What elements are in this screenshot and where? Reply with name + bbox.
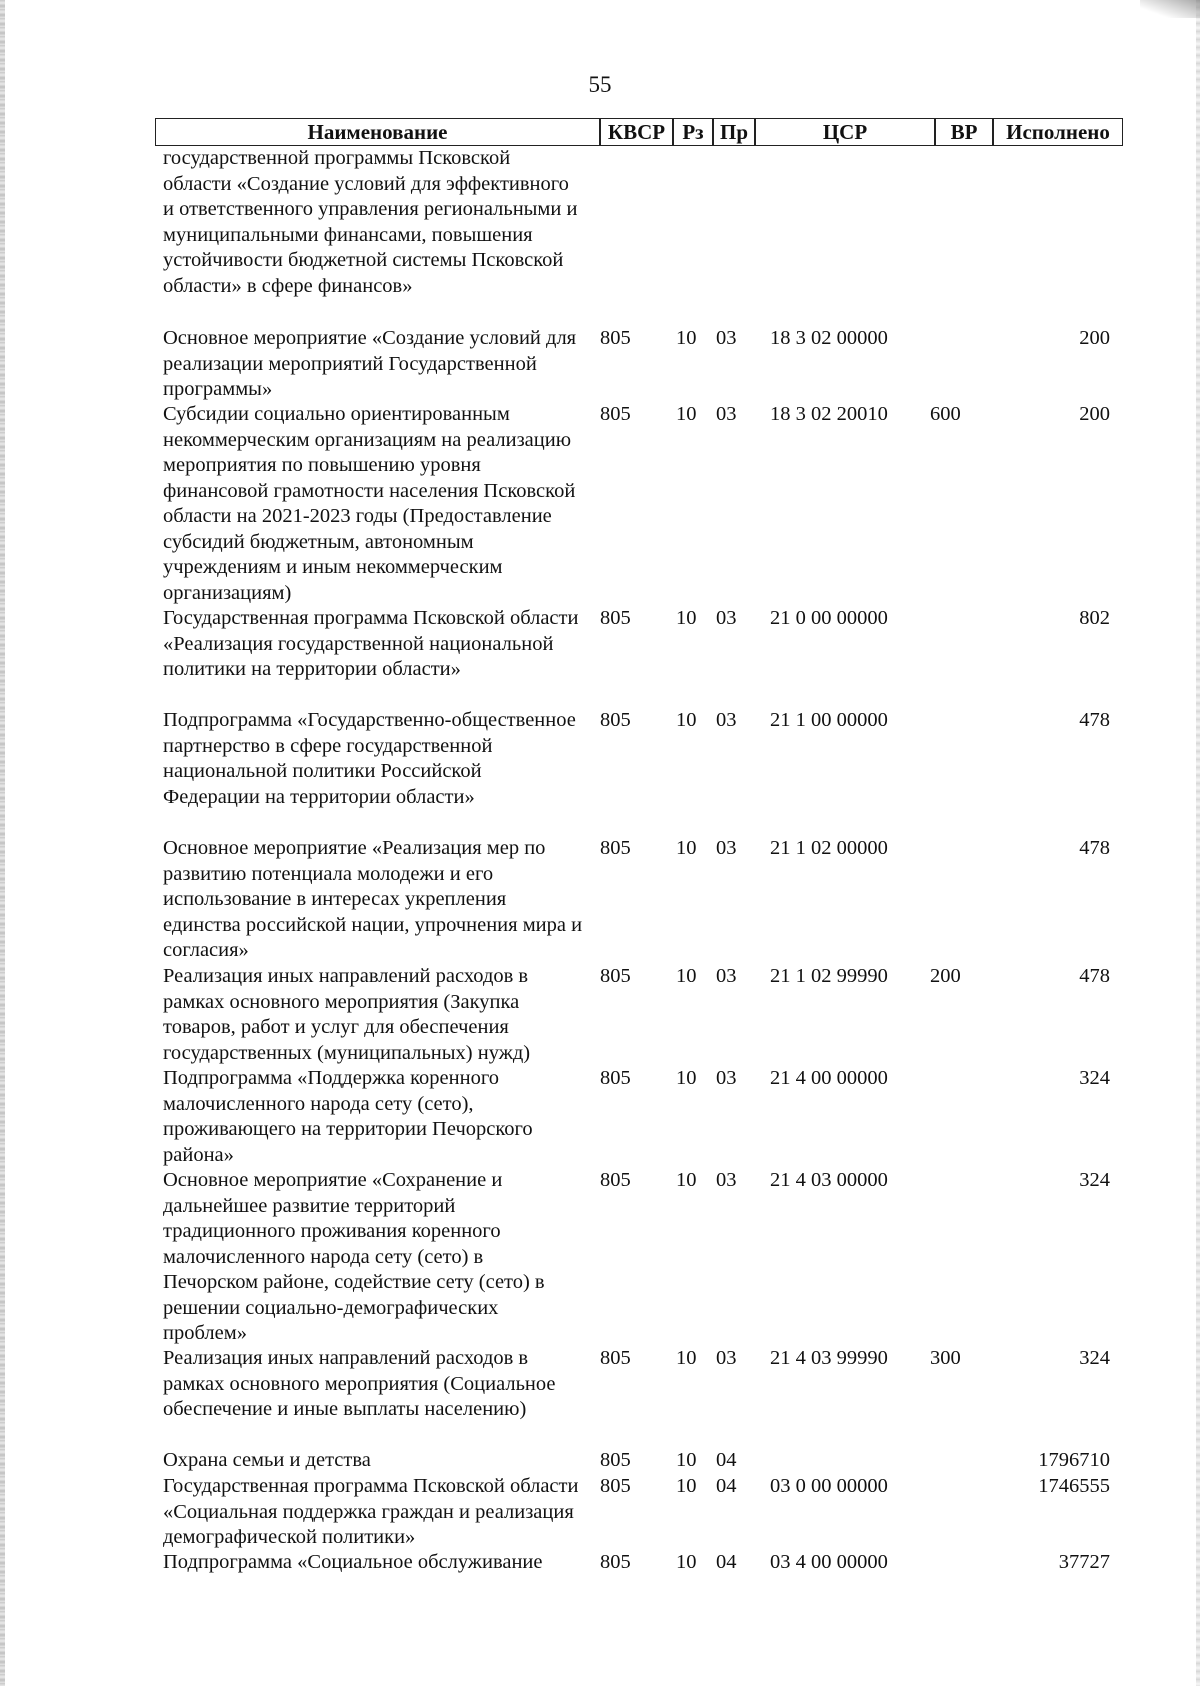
row-done: 478 (1079, 709, 1110, 731)
row-csr: 21 0 00 00000 (770, 607, 888, 629)
row-done: 478 (1079, 837, 1110, 859)
row-vr: 200 (930, 965, 961, 987)
row-pr: 04 (716, 1449, 737, 1471)
row-done: 802 (1079, 607, 1110, 629)
row-rz: 10 (676, 1551, 697, 1573)
row-name: Подпрограмма «Поддержка коренного малочисленного народа сету (сето), проживающего на территории Печорского района» (163, 1067, 533, 1166)
row-rz: 10 (676, 403, 697, 425)
scan-corner-shadow (1140, 0, 1200, 18)
row-pr: 03 (716, 1067, 737, 1089)
header-csr: ЦСР (755, 118, 935, 146)
row-name: государственной программы Псковской области «Создание условий для эффективного и ответственного управления региональными и муниципальными финансами, повышения устойчивости бюджетной системы Псковской области» в сфере финансов» (163, 147, 578, 297)
row-kvsr: 805 (600, 837, 631, 859)
row-done: 1796710 (1038, 1449, 1110, 1471)
row-csr: 21 1 02 00000 (770, 837, 888, 859)
row-name: Реализация иных направлений расходов в рамках основного мероприятия (Закупка товаров, работ и услуг для обеспечения государственных (муниципальных) нужд) (163, 965, 531, 1064)
row-rz: 10 (676, 607, 697, 629)
row-csr: 03 4 00 00000 (770, 1551, 888, 1573)
row-csr: 21 4 00 00000 (770, 1067, 888, 1089)
row-rz: 10 (676, 1169, 697, 1191)
row-rz: 10 (676, 965, 697, 987)
row-kvsr: 805 (600, 1475, 631, 1497)
row-rz: 10 (676, 1449, 697, 1471)
row-pr: 03 (716, 403, 737, 425)
row-name: Охрана семьи и детства (163, 1449, 371, 1471)
row-csr: 21 4 03 00000 (770, 1169, 888, 1191)
header-name: Наименование (155, 118, 600, 146)
row-pr: 03 (716, 327, 737, 349)
header-done: Исполнено (993, 118, 1123, 146)
row-kvsr: 805 (600, 965, 631, 987)
row-name: Государственная программа Псковской области «Социальная поддержка граждан и реализация демографической политики» (163, 1475, 579, 1548)
row-csr: 21 1 00 00000 (770, 709, 888, 731)
row-pr: 03 (716, 965, 737, 987)
row-kvsr: 805 (600, 1449, 631, 1471)
row-name: Подпрограмма «Государственно-общественное партнерство в сфере государственной национальной политики Российской Федерации на территории области» (163, 709, 576, 808)
row-vr: 300 (930, 1347, 961, 1369)
row-name: Государственная программа Псковской области «Реализация государственной национальной политики на территории области» (163, 607, 579, 680)
row-name: Основное мероприятие «Создание условий для реализации мероприятий Государственной программы» (163, 327, 577, 400)
page-number: 55 (588, 72, 612, 97)
row-kvsr: 805 (600, 1347, 631, 1369)
row-pr: 04 (716, 1475, 737, 1497)
row-rz: 10 (676, 327, 697, 349)
header-vr: ВР (935, 118, 993, 146)
row-rz: 10 (676, 1475, 697, 1497)
row-done: 200 (1079, 327, 1110, 349)
row-vr: 600 (930, 403, 961, 425)
row-pr: 03 (716, 1347, 737, 1369)
row-pr: 03 (716, 709, 737, 731)
row-name: Реализация иных направлений расходов в рамках основного мероприятия (Социальное обеспечение и иные выплаты населению) (163, 1347, 556, 1420)
table-header (155, 118, 1125, 148)
row-kvsr: 805 (600, 1551, 631, 1573)
row-csr: 21 1 02 99990 (770, 965, 888, 987)
row-name: Подпрограмма «Социальное обслуживание (163, 1551, 543, 1573)
header-pr: Пр (713, 118, 755, 146)
row-name: Субсидии социально ориентированным некоммерческим организациям на реализацию мероприятия по повышению уровня финансовой грамотности населения Псковской области на 2021-2023 годы (Предоставление субсидий бюджетным, автономным учреждениям и иным некоммерческим организациям) (163, 403, 576, 604)
row-rz: 10 (676, 1067, 697, 1089)
row-rz: 10 (676, 837, 697, 859)
row-csr: 18 3 02 20010 (770, 403, 888, 425)
header-kvsr: КВСР (600, 118, 673, 146)
row-done: 478 (1079, 965, 1110, 987)
row-done: 37727 (1058, 1551, 1110, 1573)
row-pr: 03 (716, 837, 737, 859)
scan-edge-right (1196, 0, 1200, 1686)
row-csr: 18 3 02 00000 (770, 327, 888, 349)
row-rz: 10 (676, 1347, 697, 1369)
row-done: 324 (1079, 1067, 1110, 1089)
row-kvsr: 805 (600, 1067, 631, 1089)
row-pr: 03 (716, 1169, 737, 1191)
row-kvsr: 805 (600, 327, 631, 349)
row-kvsr: 805 (600, 403, 631, 425)
row-csr: 21 4 03 99990 (770, 1347, 888, 1369)
row-kvsr: 805 (600, 709, 631, 731)
row-kvsr: 805 (600, 607, 631, 629)
row-name: Основное мероприятие «Сохранение и дальнейшее развитие территорий традиционного проживания коренного малочисленного народа сету (сето) в Печорском районе, содействие сету (сето) в решении социально-демографических проблем» (163, 1169, 545, 1344)
header-rz: Рз (673, 118, 713, 146)
row-kvsr: 805 (600, 1169, 631, 1191)
row-pr: 04 (716, 1551, 737, 1573)
row-done: 324 (1079, 1169, 1110, 1191)
row-name: Основное мероприятие «Реализация мер по развитию потенциала молодежи и его использование в интересах укрепления единства российской нации, упрочнения мира и согласия» (163, 837, 583, 961)
row-done: 324 (1079, 1347, 1110, 1369)
row-rz: 10 (676, 709, 697, 731)
scan-edge-left (0, 0, 5, 1686)
row-done: 200 (1079, 403, 1110, 425)
row-pr: 03 (716, 607, 737, 629)
row-csr: 03 0 00 00000 (770, 1475, 888, 1497)
row-done: 1746555 (1038, 1475, 1110, 1497)
